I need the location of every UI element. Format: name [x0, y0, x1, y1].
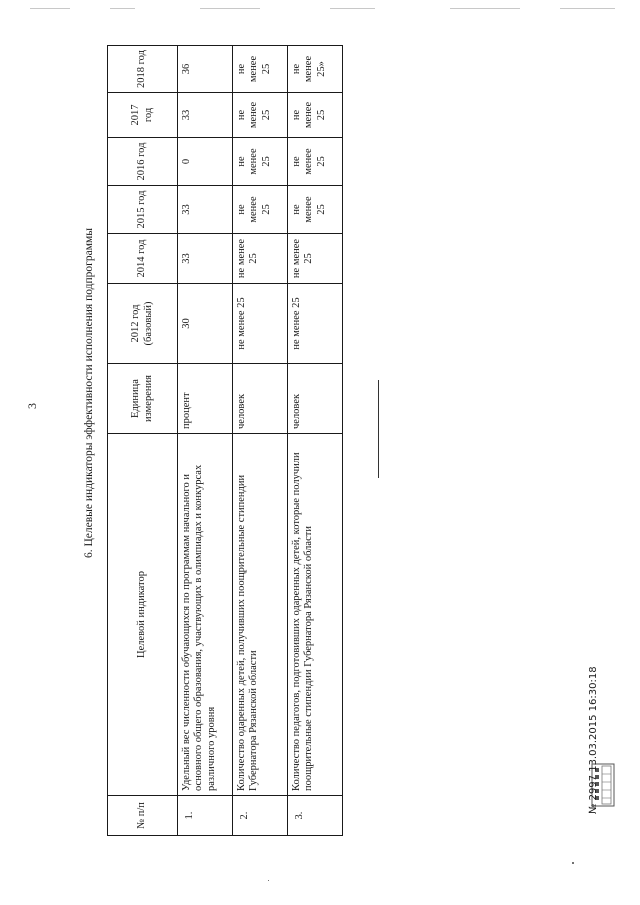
row-value-2016: не менее 25 — [233, 138, 288, 186]
row-value-2014: не менее 25 — [288, 234, 343, 284]
header-2012: 2012 год (базовый) — [108, 284, 178, 364]
scan-artifacts — [0, 8, 640, 14]
page-number: 3 — [25, 403, 39, 409]
header-num: № п/п — [108, 796, 178, 836]
row-indicator: Удельный вес численности обучающихся по программам начального и основного общего образования, участвующих в олимпиадах и конкурсах различного уровня — [178, 434, 233, 796]
table-row — [233, 46, 288, 836]
table-row — [288, 46, 343, 836]
row-indicator: Количество педагогов, подготовивших одаренных детей, которые получили поощрительные стипендии Губернатора Рязанской области — [288, 434, 343, 796]
header-2014: 2014 год — [108, 234, 178, 284]
indicators-table — [107, 45, 343, 836]
row-value-2017: 33 — [178, 93, 233, 138]
header-2018: 2018 год — [108, 46, 178, 93]
row-value-2018: 36 — [178, 46, 233, 93]
rotated-page-content — [75, 38, 565, 858]
document-stamp: № 2997 13.03.2015 16:30:18 — [588, 666, 599, 814]
row-unit: человек — [288, 364, 343, 434]
row-num: 1. — [178, 796, 233, 836]
table-row — [178, 46, 233, 836]
scan-speck — [268, 880, 269, 881]
header-unit: Единица измерения — [108, 364, 178, 434]
header-2016: 2016 год — [108, 138, 178, 186]
end-of-table-line — [378, 380, 379, 478]
row-value-2015: 33 — [178, 186, 233, 234]
row-num: 3. — [288, 796, 343, 836]
row-value-2017: не менее 25 — [288, 93, 343, 138]
header-2017: 2017 год — [108, 93, 178, 138]
row-unit: человек — [233, 364, 288, 434]
row-value-2015: не менее 25 — [233, 186, 288, 234]
section-title: 6. Целевые индикаторы эффективности исполнения подпрограммы — [83, 228, 95, 559]
row-indicator: Количество одаренных детей, получивших поощрительные стипендии Губернатора Рязанской области — [233, 434, 288, 796]
row-value-2014: не менее 25 — [233, 234, 288, 284]
scan-speck — [572, 862, 574, 864]
header-indicator: Целевой индикатор — [108, 434, 178, 796]
row-value-2015: не менее 25 — [288, 186, 343, 234]
row-value-2012: не менее 25 — [288, 284, 343, 364]
table-header-row — [108, 46, 178, 836]
row-num: 2. — [233, 796, 288, 836]
row-value-2017: не менее 25 — [233, 93, 288, 138]
header-2015: 2015 год — [108, 186, 178, 234]
row-value-2018: не менее 25 — [233, 46, 288, 93]
row-value-2014: 33 — [178, 234, 233, 284]
row-value-2012: 30 — [178, 284, 233, 364]
row-value-2016: 0 — [178, 138, 233, 186]
row-unit: процент — [178, 364, 233, 434]
row-value-2018: не менее 25» — [288, 46, 343, 93]
row-value-2016: не менее 25 — [288, 138, 343, 186]
row-value-2012: не менее 25 — [233, 284, 288, 364]
